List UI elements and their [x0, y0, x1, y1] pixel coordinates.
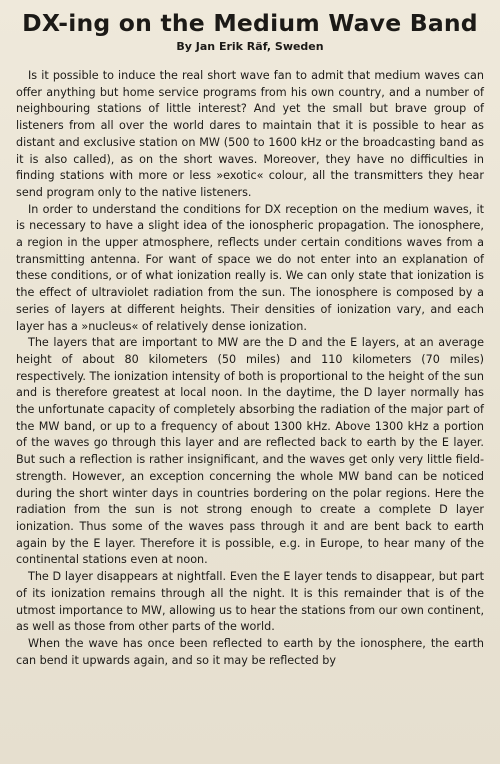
article-paragraph: The layers that are important to MW are the D and the E layers, at an average height of about 80 kilometers (50 miles) and 110 kilometers (70 miles) respectively. The ionization intensity of both is proportional to the height of the sun and is therefore greatest at local noon. In the daytime, the D layer normally has the unfortunate capacity of completely absorbing the radiation of the major part of the MW band, or up to a frequency of about 1300 kHz. Above 1300 kHz a portion of the waves go through this layer and are reflected back to earth by the E layer. But such a reflection is rather insignificant, and the waves get only very little field-strength. However, an exception concerning the whole MW band can be noticed during the short winter days in countries bordering on the polar regions. Here the radiation from the sun is not strong enough to create a complete D layer ionization. Thus some of the waves pass through it and are bent back to earth again by the E layer. Therefore it is possible, e.g. in Europe, to hear many of the continental stations even at noon.: [16, 336, 484, 567]
article-paragraph: Is it possible to induce the real short wave fan to admit that medium waves can offer anything but home service programs from his own country, and a number of neighbouring stations of little interest? And yet the small but brave group of listeners from all over the world dares to maintain that it is possible to hear as distant and exclusive station on MW (500 to 1600 kHz or the broadcasting band as it is also called), as on the short waves. Moreover, they have no difficulties in finding stations with more or less »exotic« colour, all the transmitters they hear send program only to the native listeners.: [16, 69, 484, 199]
article-body: [16, 68, 484, 669]
article-paragraph: When the wave has once been reflected to earth by the ionosphere, the earth can bend it upwards again, and so it may be reflected by: [16, 636, 484, 667]
article-paragraph: The D layer disappears at nightfall. Even the E layer tends to disappear, but part of its ionization remains through all the night. It is this remainder that is of the utmost importance to MW, allowing us to hear the stations from our own continent, as well as those from other parts of the world.: [16, 570, 484, 634]
article-paragraph: In order to understand the conditions for DX reception on the medium waves, it is necessary to have a slight idea of the ionospheric propagation. The ionosphere, a region in the upper atmosphere, reflects under certain conditions waves from a transmitting antenna. For want of space we do not enter into an explanation of these conditions, or of what ionization really is. We can only state that ionization is the effect of ultraviolet radiation from the sun. The ionosphere is composed by a series of layers at different heights. Their densities of ionization vary, and each layer has a »nucleus« of relatively dense ionization.: [16, 202, 484, 333]
article-byline: By Jan Erik Räf, Sweden: [176, 40, 324, 53]
article-title: DX-ing on the Medium Wave Band: [22, 9, 478, 37]
